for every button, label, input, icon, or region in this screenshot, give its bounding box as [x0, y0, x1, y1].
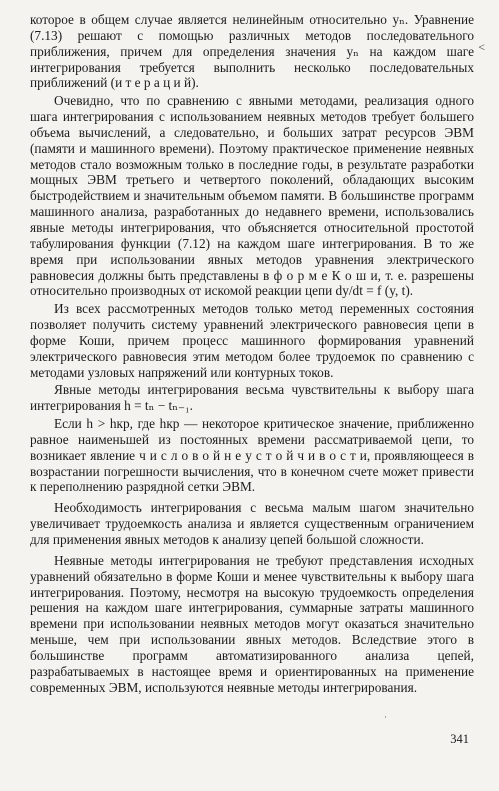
paragraph-1: которое в общем случае является нелинейным относительно yₙ. Уравнение (7.13) решают с помощью различных методов последовательного приближения, причем для определения значения yₙ на каждом шаге интегрирования требуется выполнить несколько последовательных приближений (и т е р а ц и й). — [30, 12, 474, 91]
page-number: 341 — [450, 732, 469, 746]
margin-mark: < — [478, 40, 485, 54]
paragraph-5: Если h > hкр, где hкр — некоторое критическое значение, приближенно равное наименьшей из постоянных времени рассматриваемой цепи, то возникает явление ч и с л о в о й н е у с т о й ч и в о с т и, проявляющееся в возрастании погрешности вычисления, что в конечном счете может привести к переполнению разрядной сетки ЭВМ. — [30, 416, 474, 495]
paragraph-3: Из всех рассмотренных методов только метод переменных состояния позволяет получить систему уравнений электрического равновесия цепи в форме Коши, причем процесс машинного формирования уравнений электрического равновесия этим методом более трудоемок по сравнению с методами узловых напряжений или контурных токов. — [30, 301, 474, 380]
body-text — [30, 12, 474, 695]
paragraph-6: Необходимость интегрирования с весьма малым шагом значительно увеличивает трудоемкость анализа и является существенным ограничением для применения явных методов к анализу цепей большой сложности. — [30, 500, 474, 547]
stray-dot-mark: · — [384, 712, 387, 722]
paragraph-4: Явные методы интегрирования весьма чувствительны к выбору шага интегрирования h = tₙ − tₙ₋₁. — [30, 382, 474, 414]
paragraph-7: Неявные методы интегрирования не требуют представления исходных уравнений обязательно в форме Коши и менее чувствительны к выбору шага интегрирования. Поэтому, несмотря на высокую трудоемкость определения решения на каждом шаге интегрирования, суммарные затраты машинного времени при использовании неявных методов могут оказаться значительно меньше, чем при использовании явных методов. Вследствие этого в большинстве программ автоматизированного анализа цепей, разрабатываемых в настоящее время и ориентированных на применение современных ЭВМ, используются неявные методы интегрирования. — [30, 552, 474, 695]
paragraph-2: Очевидно, что по сравнению с явными методами, реализация одного шага интегрирования с использованием неявных методов требует большего объема вычислений, а следовательно, и больших затрат ресурсов ЭВМ (памяти и машинного времени). Поэтому практическое применение неявных методов стало возможным только в последние годы, в результате разработки мощных ЭВМ третьего и четвертого поколений, обладающих высоким быстродействием и значительным объемом памяти. В большинстве программ машинного анализа, разработанных до недавнего времени, использовались явные методы интегрирования, что объясняется относительной простотой табулирования функции (7.12) на каждом шаге интегрирования. В то же время при использовании явных методов уравнения электрического равновесия должны быть представлены в ф о р м е К о ш и, т. е. разрешены относительно производных от искомой реакции цепи dy/dt = f (y, t). — [30, 93, 474, 299]
